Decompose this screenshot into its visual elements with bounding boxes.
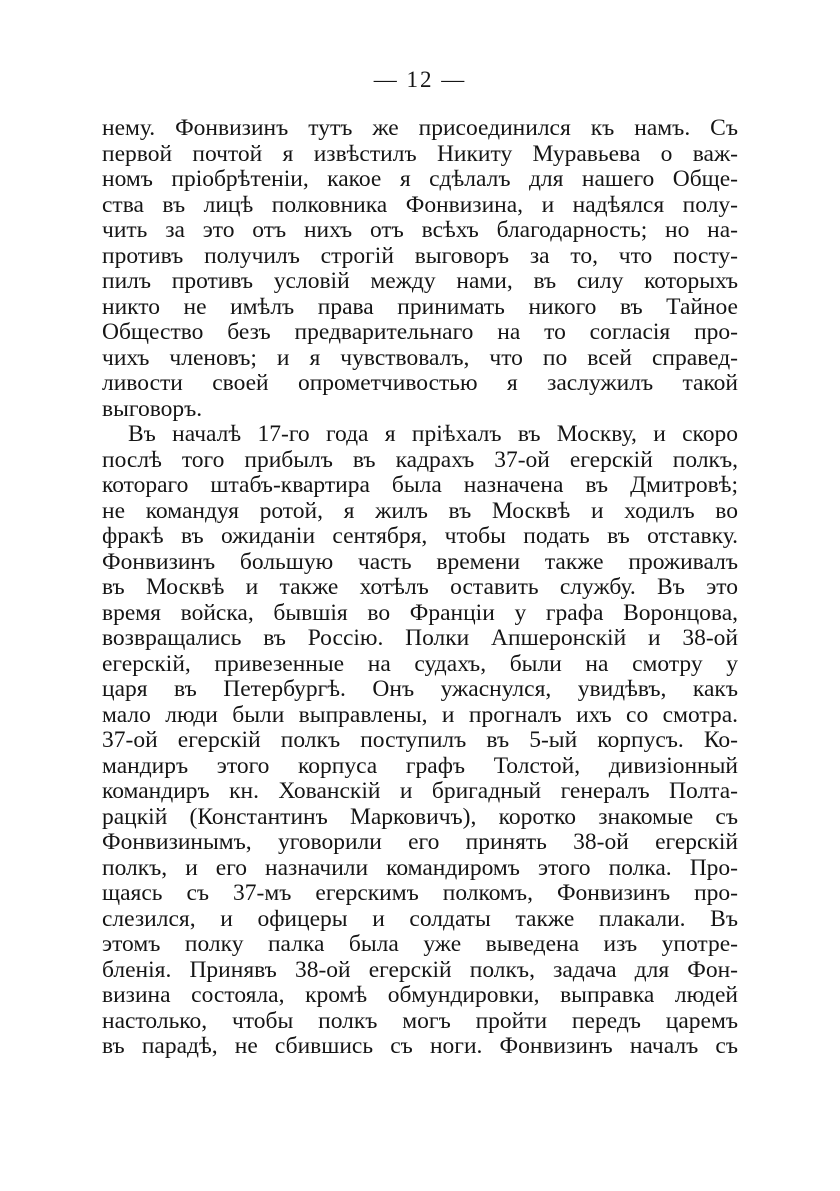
text-line: визина состояла, кромѣ обмундировки, выправка людей [102,982,738,1008]
text-line: послѣ того прибылъ въ кадрахъ 37-ой егерскій полкъ, [102,446,738,473]
text-line: котораго штабъ-квартира была назначена въ Дмитровѣ; [102,472,738,498]
text-line: время войска, бывшія во Франціи у графа Воронцова, [102,599,738,626]
text-line: егерскій, привезенные на судахъ, были на смотру у [102,650,738,677]
text-line: командиръ кн. Хованскій и бригадный генералъ Полта- [102,778,738,804]
page-number: — 12 — [373,67,467,92]
text-line: въ Москвѣ и также хотѣлъ оставить службу. Въ это [102,574,738,600]
text-line: бленія. Принявъ 38-ой егерскій полкъ, задача для Фон- [102,956,738,983]
body-text [102,116,738,1060]
text-line: царя въ Петербургѣ. Онъ ужаснулся, увидѣвъ, какъ [102,676,738,702]
text-line: Фонвизинъ большую часть времени также проживалъ [102,548,738,575]
text-line: никто не имѣлъ права принимать никого въ Тайное [102,293,738,320]
text-line: номъ пріобрѣтеніи, какое я сдѣлалъ для нашего Обще- [102,166,738,192]
text-line: выговоръ. [102,395,203,422]
text-line: ства въ лицѣ полковника Фонвизина, и надѣялся полу- [102,191,738,218]
text-line: 37-ой егерскій полкъ поступилъ въ 5-ый корпусъ. Ко- [102,727,738,753]
text-line: чить за это отъ нихъ отъ всѣхъ благодарность; но на- [102,217,738,243]
text-line: мандиръ этого корпуса графъ Толстой, дивизіонный [102,752,738,779]
text-line: чихъ членовъ; и я чувствовалъ, что по всей справед- [102,344,738,371]
text-line: Общество безъ предварительнаго на то согласія про- [102,319,738,345]
text-line: этомъ полку палка была уже выведена изъ употре- [102,931,738,957]
text-line: нему. Фонвизинъ тутъ же присоединился къ намъ. Съ [102,115,738,141]
text-line: фракѣ въ ожиданіи сентября, чтобы подать въ отставку. [102,523,738,549]
paragraph-start-line: Въ началѣ 17-го года я пріѣхалъ въ Москву, и скоро [128,421,738,447]
text-line: мало люди были выправлены, и прогналъ ихъ со смотра. [102,701,738,728]
text-line: слезился, и офицеры и солдаты также плакали. Въ [102,905,738,932]
text-line: не командуя ротой, я жилъ въ Москвѣ и ходилъ во [102,497,738,524]
text-line: рацкій (Константинъ Марковичъ), коротко знакомые съ [102,803,738,830]
text-line: ливости своей опрометчивостью я заслужилъ такой [102,370,738,396]
text-line: пилъ противъ условій между нами, въ силу которыхъ [102,268,738,294]
text-line: первой почтой я извѣстилъ Никиту Муравьева о важ- [102,140,738,167]
text-line: полкъ, и его назначили командиромъ этого полка. Про- [102,854,738,881]
text-line: возвращались въ Россію. Полки Апшеронскій и 38-ой [102,625,738,651]
text-line: щаясь съ 37-мъ егерскимъ полкомъ, Фонвизинъ про- [102,880,738,906]
text-line: настолько, чтобы полкъ могъ пройти передъ царемъ [102,1007,738,1034]
text-line: Фонвизинымъ, уговорили его принять 38-ой егерскій [102,829,738,855]
text-line: въ парадѣ, не сбившись съ ноги. Фонвизинъ началъ съ [102,1033,738,1059]
text-line: противъ получилъ строгій выговоръ за то, что посту- [102,242,738,269]
